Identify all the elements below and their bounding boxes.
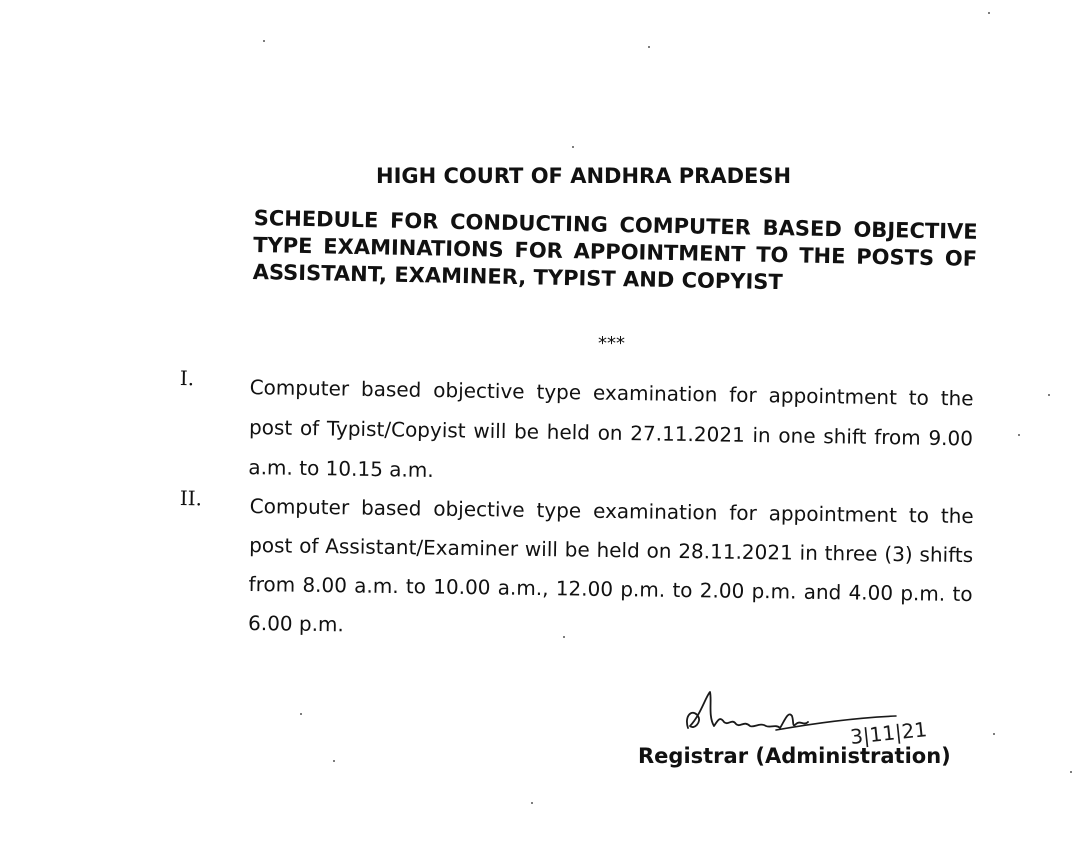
- scan-speck: [1048, 394, 1050, 396]
- scan-speck: [333, 760, 335, 762]
- item-numeral: I.: [179, 366, 195, 391]
- scan-speck: [563, 636, 565, 638]
- scan-speck: [648, 46, 650, 48]
- court-title: HIGH COURT OF ANDHRA PRADESH: [376, 164, 792, 188]
- scan-speck: [263, 40, 265, 42]
- scan-speck: [531, 802, 533, 804]
- item-text: Computer based objective type examination for appointment to the post of Typist/Copyist will be held on 27.11.2021 in one shift from 9.00 a.m. to 10.15 a.m.: [248, 375, 974, 482]
- list-item: [179, 366, 980, 482]
- scan-speck: [988, 12, 990, 14]
- scan-speck: [1018, 434, 1020, 436]
- signature-date: 3|11|21: [848, 717, 929, 750]
- signatory-title: Registrar (Administration): [638, 744, 951, 768]
- schedule-title: SCHEDULE FOR CONDUCTING COMPUTER BASED OBJECTIVE TYPE EXAMINATIONS FOR APPOINTMENT TO THE POSTS OF ASSISTANT, EXAMINER, TYPIST AND COPYIST: [252, 205, 978, 295]
- section-separator: ***: [598, 333, 625, 354]
- item-numeral: II.: [179, 486, 203, 511]
- scan-speck: [572, 146, 574, 148]
- scan-speck: [993, 733, 995, 735]
- item-text: Computer based objective type examination for appointment to the post of Assistant/Examiner will be held on 28.11.2021 in three (3) shifts from 8.00 a.m. to 10.00 a.m., 12.00 p.m. to 2.00 p.m. and 4.00 p.m. to 6.00 p.m.: [247, 493, 974, 637]
- scan-speck: [300, 713, 302, 715]
- scan-speck: [1070, 771, 1072, 773]
